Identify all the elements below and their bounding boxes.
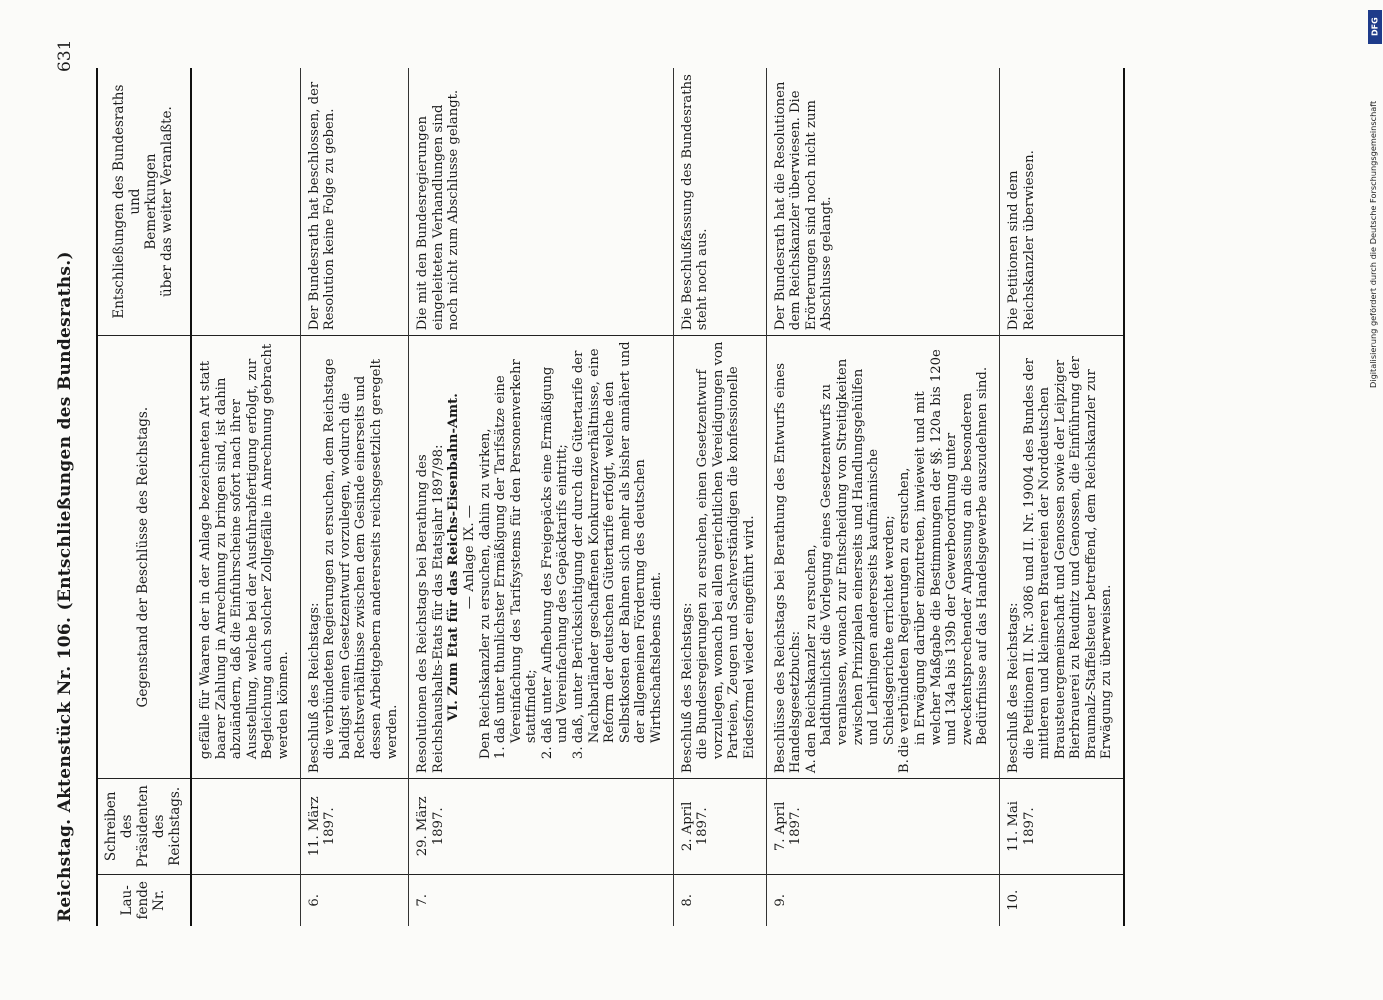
table-row <box>409 68 674 926</box>
cell-date: 29. März 1897. <box>409 779 674 875</box>
col-header-number-text: Lau- fende Nr. <box>119 881 167 920</box>
table-row-continuation <box>191 68 300 926</box>
cell-decision: Der Bundesrath hat beschlossen, der Resolution keine Folge zu geben. <box>300 68 409 336</box>
cell-date: 11. März 1897. <box>300 779 409 875</box>
cell-subject <box>766 336 999 779</box>
list-item-text: daß unter Aufhebung des Freigepäcks eine Ermäßigung und Vereinfachung des Gepäcktarifs eintritt; <box>539 366 571 744</box>
resolutions-table <box>96 68 1125 926</box>
cell-subject <box>999 336 1124 779</box>
subject-body: die Petitionen II. Nr. 3086 und II. Nr. 19004 des Bundes der mittleren und kleineren Brauereien der Norddeutschen Brausteuergemeinschaft und Genossen sowie der Leipziger Bierbrauerei zu Reudnitz und Genossen, die Einführung der Braumalz-Staffelsteuer betreffend, dem Reichskanzler zur Erwägung zu überweisen. <box>1021 356 1115 760</box>
part-a-body: baldthunlichst die Vorlegung eines Gesetzentwurfs zu veranlassen, wonach zur Entscheidung von Streitigkeiten zwischen Prinzipalen einerseits und Handlungsgehülfen und Lehrlingen andererseits kaufmännische Schiedsgerichte errichtet werden; <box>819 358 897 746</box>
cell-decision: Die Petitionen sind dem Reichskanzler überwiesen. <box>999 68 1124 336</box>
cell-decision <box>191 68 300 336</box>
subject-heading: VI. Zum Etat für das Reichs-Eisenbahn-Amt. <box>446 393 462 722</box>
subject-body: die Bundesregierungen zu ersuchen, einen Gesetzentwurf vorzulegen, wonach bei allen gerichtlichen Vereidigungen von Parteien, Zeugen und Sachverständigen die konfessionelle Eidesformel wieder eingeführt wird. <box>695 341 757 760</box>
cell-number <box>191 874 300 926</box>
list-item <box>571 341 665 773</box>
cell-subject <box>191 336 300 779</box>
cell-number: 6. <box>300 874 409 926</box>
continuation-text: gefälle für Waaren der in der Anlage bezeichneten Art statt baarer Zahlung in Anrechnung zu bringen sind, ist dahin abzuändern, daß die Einfuhrscheine sofort nach ihrer Ausstellung, welche bei der Ausfuhrabfertigung erfolgt, zur Begleichung auch solcher Zollgefälle in Anrechnung gebracht werden können. <box>198 343 291 760</box>
cell-date: 7. April 1897. <box>766 779 999 875</box>
cell-number: 8. <box>673 874 766 926</box>
col-header-subject-text: Gegenstand der Beschlüsse des Reichstags. <box>135 406 151 708</box>
part-b-body: in Erwägung darüber einzutreten, inwieweit und mit welcher Maßgabe die Bestimmungen der §§. 120a bis 120e und 134a bis 139b der Gewerbeordnung unter zweckentsprechender Anpassung an die besonderen Bedürfnisse auf das Handelsgewerbe auszudehnen sind. <box>912 349 991 746</box>
dfg-logo: DFG <box>1368 10 1382 44</box>
cell-date: 2. April 1897. <box>673 779 766 875</box>
cell-decision: Die mit den Bundesregierungen eingeleiteten Verhandlungen sind noch nicht zum Abschlusse gelangt. <box>409 68 674 336</box>
part-a-lead: den Reichskanzler zu ersuchen, <box>803 544 819 758</box>
cell-decision: Die Beschlußfassung des Bundesraths steht noch aus. <box>673 68 766 336</box>
part-a <box>804 341 820 773</box>
list-item-number: 2. <box>539 746 555 760</box>
list-item-text: daß unter thunlichster Ermäßigung der Tarifsätze eine Vereinfachung des Tarifsystems für den Personenverkehr stattfindet; <box>493 359 540 744</box>
subject-body: die verbündeten Regierungen zu ersuchen, dem Reichstage baldigst einen Gesetzentwurf vorzulegen, wodurch die Rechtsverhältnisse zwischen dem Gesinde einerseits und dessen Arbeitgebern andererseits reichsgesetzlich geregelt werden. <box>322 358 400 760</box>
cell-subject <box>409 336 674 779</box>
col-header-decision <box>97 68 191 336</box>
cell-number: 10. <box>999 874 1124 926</box>
cell-subject <box>673 336 766 779</box>
cell-decision: Der Bundesrath hat die Resolutionen dem Reichskanzler überwiesen. Die Erörterungen sind noch nicht zum Abschlusse gelangt. <box>766 68 999 336</box>
digitization-credit: Digitalisierung gefördert durch die Deutsche Forschungsgemeinschaft <box>1368 100 1378 388</box>
page-number: 631 <box>55 39 75 72</box>
list-item-number: 3. <box>571 746 587 760</box>
list-item-text: daß, unter Berücksichtigung der durch die Gütertarife der Nachbarländer geschaffenen Konkurrenzverhältnisse, eine Reform der deutschen Gütertarife erfolgt, welche den Selbstkosten der Bahnen sich mehr als bisher annähert und der allgemeinen Förderung des deutschen Wirthschaftslebens dient. <box>571 341 665 744</box>
subject-intro: Resolutionen des Reichstags bei Berathung des Reichshaushalts-Etats für das Etatsjahr 1897/98: <box>415 444 446 774</box>
part-b-lead: die verbündeten Regierungen zu ersuchen, <box>897 467 913 758</box>
subject-lead: Den Reichskanzler zu ersuchen, dahin zu wirken, <box>477 428 493 760</box>
cell-date <box>191 779 300 875</box>
col-header-letter <box>97 779 191 875</box>
subject-intro: Beschlüsse des Reichstags bei Berathung des Entwurfs eines Handelsgesetzbuchs: <box>772 362 804 774</box>
cell-number: 7. <box>409 874 674 926</box>
list-item <box>493 341 540 773</box>
running-header: Reichstag. Aktenstück Nr. 106. (Entschließungen des Bundesraths.) <box>55 251 75 922</box>
table-header-row <box>97 68 191 926</box>
list-item <box>540 341 571 773</box>
cell-subject <box>300 336 409 779</box>
col-header-decision-text: Entschließungen des Bundesraths und Bemerkungen über das weiter Veranlaßte. <box>111 84 175 319</box>
part-a-label: A. <box>803 759 819 774</box>
cell-date: 11. Mai 1897. <box>999 779 1124 875</box>
table-row <box>999 68 1124 926</box>
col-header-number <box>97 874 191 926</box>
subject-intro: Beschluß des Reichstags: <box>679 602 695 774</box>
table-row <box>766 68 999 926</box>
subject-anlage: — Anlage IX. — <box>461 505 477 610</box>
cell-number: 9. <box>766 874 999 926</box>
table-row <box>300 68 409 926</box>
subject-intro: Beschluß des Reichstags: <box>306 602 322 774</box>
list-item-number: 1. <box>493 746 509 760</box>
part-b <box>897 341 913 773</box>
col-header-letter-text: Schreiben des Präsidenten des Reichstags. <box>103 785 183 868</box>
table-row <box>673 68 766 926</box>
col-header-subject <box>97 336 191 779</box>
subject-intro: Beschluß des Reichstags: <box>1005 602 1021 774</box>
part-b-label: B. <box>897 759 913 774</box>
